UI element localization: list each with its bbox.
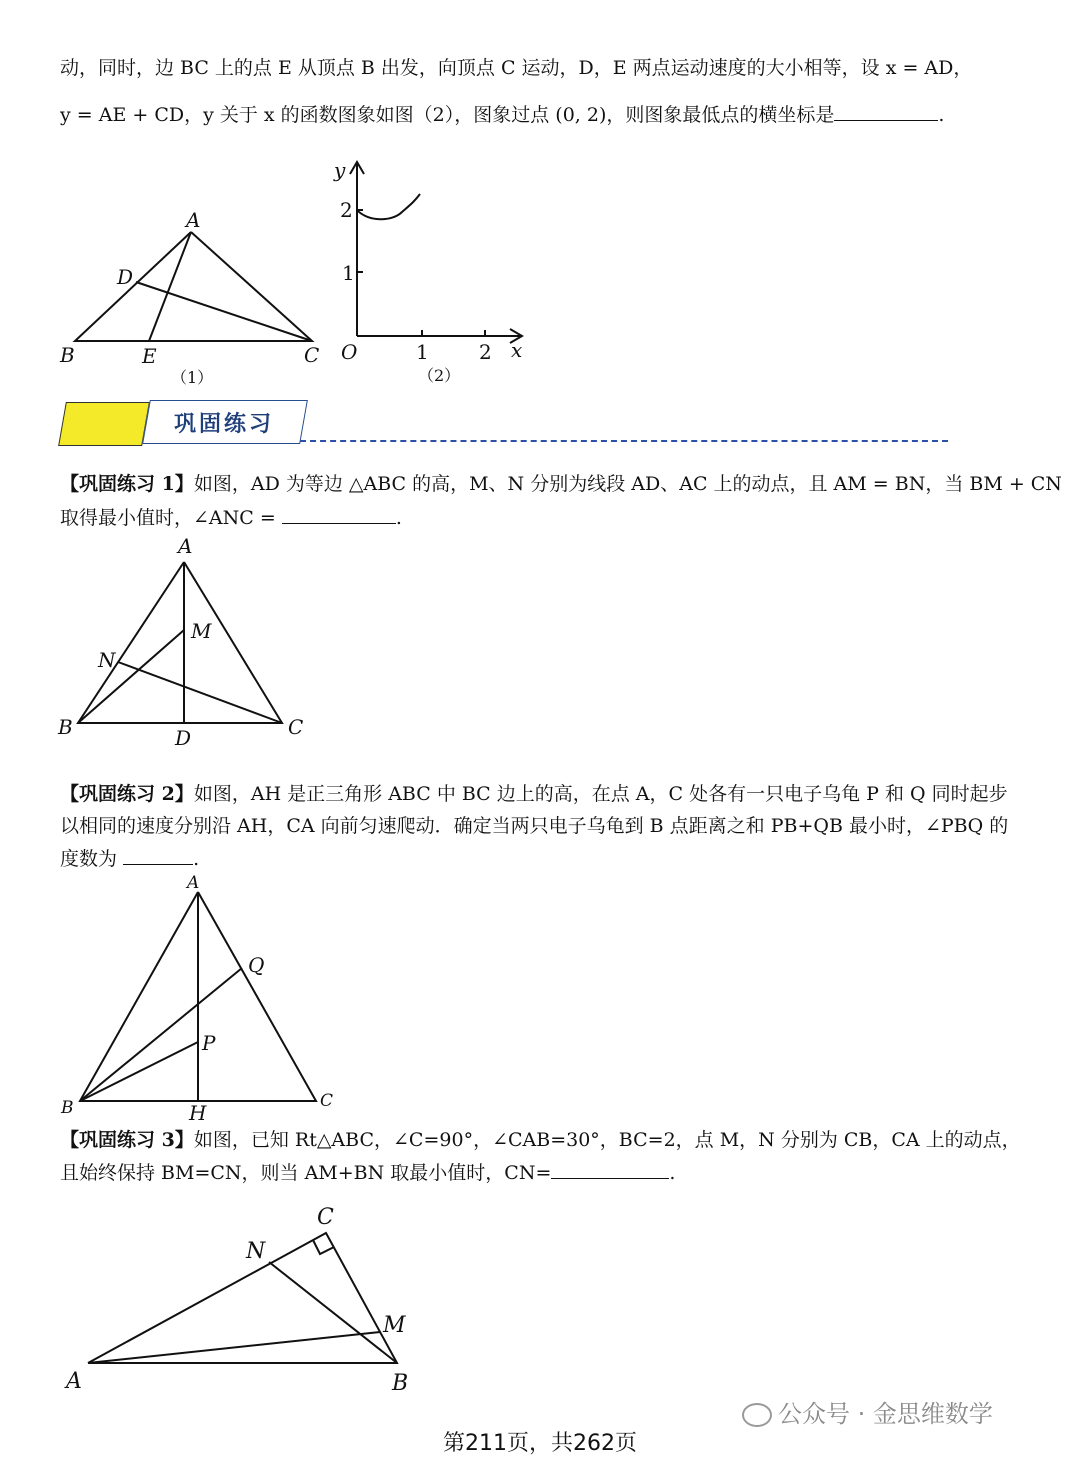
label-m: M <box>383 1313 406 1338</box>
tick-x-1: 1 <box>416 340 429 364</box>
label-a: A <box>187 873 200 893</box>
label-d: D <box>117 265 134 289</box>
label-b: B <box>392 1371 409 1396</box>
exercise-3-line-1: 【巩固练习 3】如图，已知 Rt△ABC，∠C=90°，∠CAB=30°，BC=2，点 M，N 分别为 CB，CA 上的动点， <box>60 1129 1021 1151</box>
exercise-1-blank[interactable] <box>282 505 396 524</box>
segment-cn <box>118 662 282 723</box>
figure-1-triangle <box>50 200 340 390</box>
segment-bn <box>269 1262 397 1363</box>
label-n: N <box>246 1239 266 1264</box>
exercise-3-line-2: 且始终保持 BM=CN，则当 AM+BN 取最小值时，CN= . <box>60 1162 676 1184</box>
exercise-1-figure <box>50 530 330 755</box>
exercise-2-line-3: 度数为 . <box>60 848 200 870</box>
axis-label-x: x <box>511 338 523 362</box>
segment-cd <box>136 282 312 341</box>
exercise-2-figure <box>50 870 350 1125</box>
label-c: C <box>304 343 320 367</box>
label-a: A <box>186 208 201 232</box>
segment-ae <box>149 232 191 341</box>
exercise-2-line-1: 【巩固练习 2】如图，AH 是正三角形 ABC 中 BC 边上的高，在点 A，C 处各有一只电子乌龟 P 和 Q 同时起步 <box>60 783 1008 805</box>
label-p: P <box>202 1031 216 1055</box>
axis-label-y: y <box>334 158 346 182</box>
origin-label: O <box>341 340 358 364</box>
right-triangle-abc <box>88 1233 397 1363</box>
segment-bq <box>80 968 242 1101</box>
exercise-2-blank[interactable] <box>123 846 193 865</box>
label-a: A <box>178 534 193 558</box>
wechat-icon <box>742 1403 772 1427</box>
exercise-1-line-2: 取得最小值时，∠ANC = . <box>60 507 402 529</box>
label-b: B <box>61 1098 74 1118</box>
label-m: M <box>191 619 212 643</box>
banner-yellow-block <box>58 402 150 446</box>
segment-am <box>88 1332 380 1363</box>
label-e: E <box>142 344 157 368</box>
label-c: C <box>320 1091 334 1111</box>
tick-y-1: 1 <box>342 261 355 285</box>
triangle-abc <box>75 232 312 341</box>
triangle-abc <box>78 562 282 723</box>
label-a: A <box>66 1369 82 1394</box>
figure-1-caption: （1） <box>171 368 214 387</box>
label-h: H <box>189 1101 207 1125</box>
label-c: C <box>288 715 304 739</box>
label-c: C <box>317 1205 334 1230</box>
exercise-1-line-1: 【巩固练习 1】如图，AD 为等边 △ABC 的高，M、N 分别为线段 AD、AC 上的动点，且 AM = BN，当 BM + CN <box>60 473 1062 495</box>
section-title: 巩固练习 <box>174 412 275 437</box>
figure-2-caption: （2） <box>418 366 461 385</box>
label-b: B <box>58 715 73 739</box>
exercise-3-blank[interactable] <box>551 1160 669 1179</box>
label-b: B <box>60 343 75 367</box>
label-n: N <box>98 648 116 672</box>
page-footer: 第211页，共262页 <box>443 1431 637 1456</box>
figure-2-graph <box>330 150 540 390</box>
exercise-3-figure <box>50 1200 430 1400</box>
tick-x-2: 2 <box>479 340 492 364</box>
problem-line-1: 动，同时，边 BC 上的点 E 从顶点 B 出发，向顶点 C 运动，D，E 两点运动速度的大小相等，设 x = AD， <box>60 57 973 79</box>
label-d: D <box>175 726 192 750</box>
function-curve <box>357 194 420 219</box>
answer-blank[interactable] <box>834 102 938 121</box>
exercise-2-line-2: 以相同的速度分别沿 AH，CA 向前匀速爬动．确定当两只电子乌龟到 B 点距离之和 PB+QB 最小时，∠PBQ 的 <box>60 815 1009 837</box>
problem-line-2: y = AE + CD，y 关于 x 的函数图象如图（2），图象过点 (0, 2)，则图象最低点的横坐标是 . <box>60 104 945 126</box>
tick-y-2: 2 <box>340 198 353 222</box>
banner-dashed-line <box>300 440 948 442</box>
label-q: Q <box>248 953 265 977</box>
watermark: 公众号 · 金思维数学 <box>742 1394 993 1429</box>
